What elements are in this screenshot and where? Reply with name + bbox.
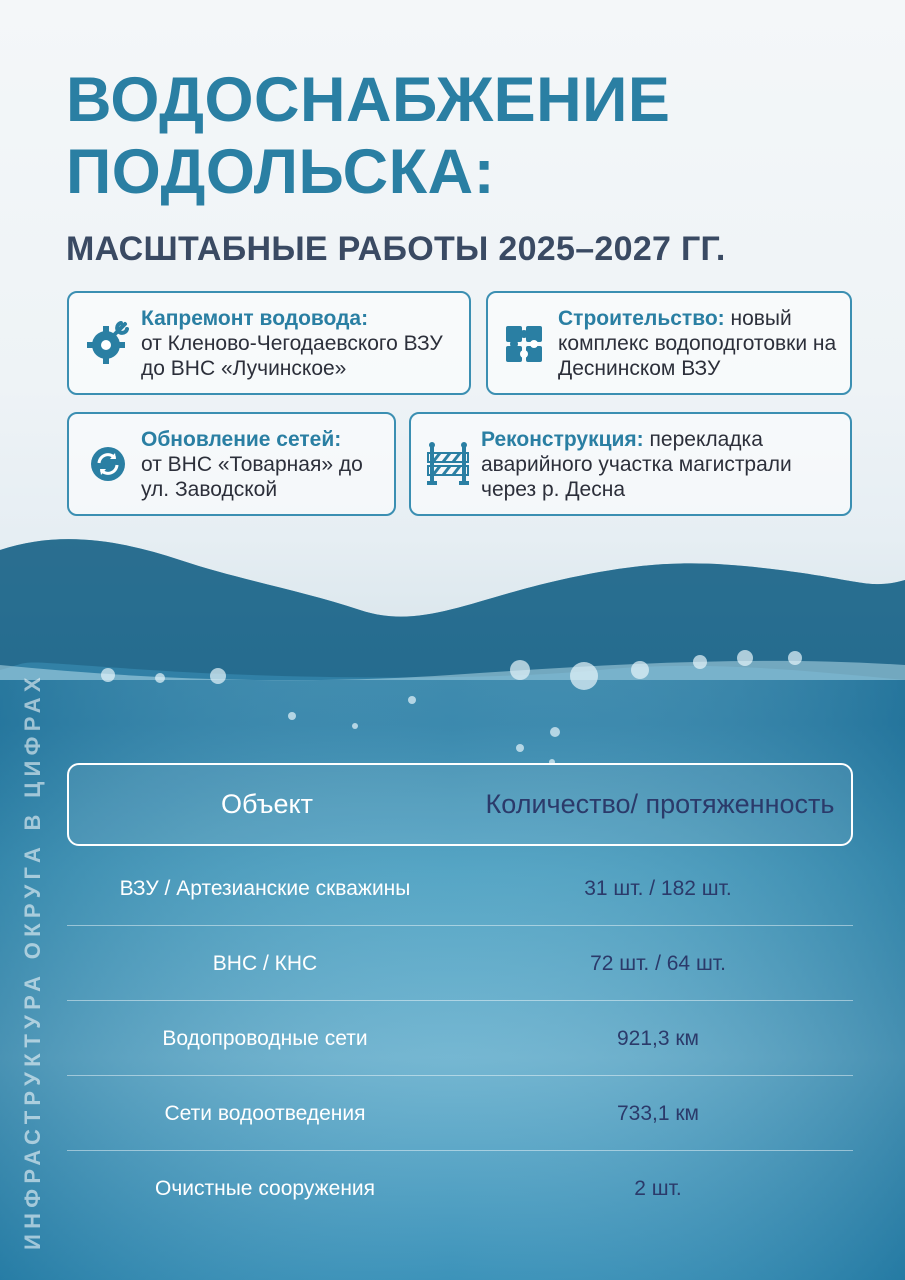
card-label: Реконструкция: — [481, 427, 644, 451]
table-row — [67, 926, 853, 1001]
card-text: новый комплекс водоподготовки на Деснинском ВЗУ — [558, 306, 837, 380]
cell-object: Очистные сооружения — [154, 1176, 376, 1200]
column-header-quantity: Количество/ протяженность — [485, 789, 835, 819]
card-network-update — [67, 412, 396, 516]
cell-value: 921,3 км — [616, 1026, 699, 1050]
table-row — [67, 851, 853, 926]
cell-value: 2 шт. — [634, 1176, 682, 1200]
title-line-1: ВОДОСНАБЖЕНИЕ — [66, 65, 671, 135]
puzzle-icon — [502, 320, 548, 366]
card-text: от ВНС «Товарная» до ул. Заводской — [141, 452, 363, 501]
cell-object: Водопроводные сети — [162, 1026, 368, 1050]
card-reconstruction — [409, 412, 852, 516]
table-row — [67, 1001, 853, 1076]
table-row — [67, 1151, 853, 1226]
refresh-icon — [85, 441, 131, 487]
card-pipeline-repair — [67, 291, 471, 395]
cell-value: 31 шт. / 182 шт. — [584, 876, 732, 900]
page-subtitle: МАСШТАБНЫЕ РАБОТЫ 2025–2027 ГГ. — [66, 230, 726, 268]
cell-object: ВНС / КНС — [212, 951, 318, 975]
card-text: от Кленово-Чегодаевского ВЗУ до ВНС «Лучинское» — [141, 331, 443, 380]
barrier-icon — [425, 441, 471, 487]
title-line-2: ПОДОЛЬСКА: — [66, 137, 496, 207]
cell-value: 72 шт. / 64 шт. — [590, 951, 726, 975]
card-label: Капремонт водовода: — [141, 306, 369, 330]
table-row — [67, 1076, 853, 1151]
cell-object: ВЗУ / Артезианские скважины — [119, 876, 411, 900]
table-header — [67, 763, 853, 846]
side-caption: ИНФРАСТРУКТУРА ОКРУГА В ЦИФРАХ — [20, 672, 45, 1250]
cell-object: Сети водоотведения — [164, 1101, 366, 1125]
cell-value: 733,1 км — [616, 1101, 699, 1125]
card-label: Строительство: — [558, 306, 725, 330]
column-header-object: Объект — [221, 789, 313, 819]
card-construction — [486, 291, 852, 395]
gear-wrench-icon — [85, 320, 131, 366]
card-label: Обновление сетей: — [141, 427, 342, 451]
card-text: перекладка аварийного участка магистрали через р. Десна — [481, 427, 792, 501]
page-title — [66, 64, 670, 208]
